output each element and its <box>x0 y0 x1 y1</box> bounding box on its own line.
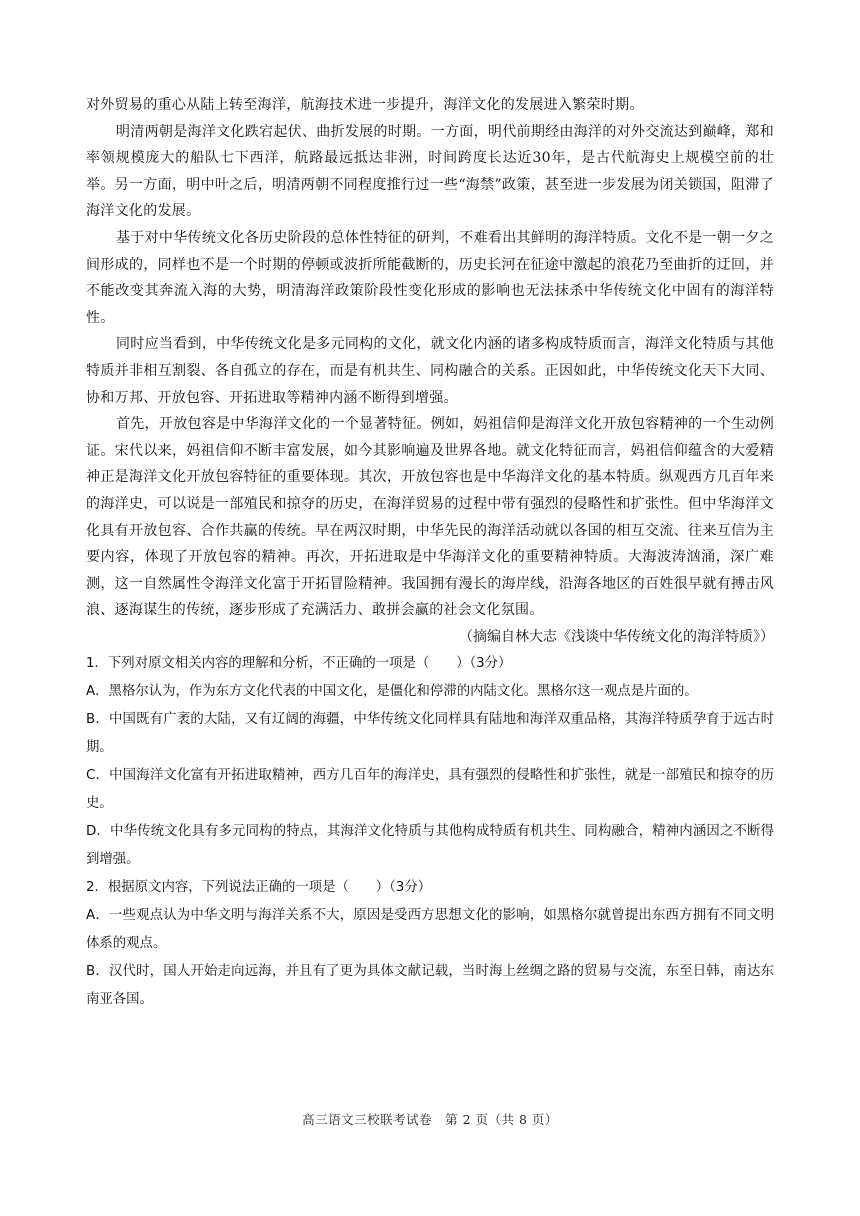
passage-paragraph-2: 明清两朝是海洋文化跌宕起伏、曲折发展的时期。一方面，明代前期经由海洋的对外交流达到巅峰，郑和率领规模庞大的船队七下西洋，航路最远抵达非洲，时间跨度长达近30年，是古代航海史上规模空前的壮举。另一方面，明中叶之后，明清两朝不同程度推行过一些“海禁”政策，甚至进一步发展为闭关锁国，阻滞了海洋文化的发展。 <box>86 123 774 220</box>
question-2-stem: 2．根据原文内容，下列说法正确的一项是（ ）（3分） <box>86 880 432 896</box>
question-1-option-a: A．黑格尔认为，作为东方文化代表的中国文化，是僵化和停滞的内陆文化。黑格尔这一观点是片面的。 <box>86 684 698 700</box>
question-1-stem: 1．下列对原文相关内容的理解和分析，不正确的一项是（ ）（3分） <box>86 656 512 672</box>
question-1-option-b: B．中国既有广袤的大陆，又有辽阔的海疆，中华传统文化同样具有陆地和海洋双重品格，其海洋特质孕育于远古时期。 <box>86 712 774 756</box>
reading-passage <box>86 92 774 650</box>
passage-paragraph-3: 基于对中华传统文化各历史阶段的总体性特征的研判，不难看出其鲜明的海洋特质。文化不是一朝一夕之间形成的，同样也不是一个时期的停顿或波折所能截断的，历史长河在征途中激起的浪花乃至曲折的迂回，并不能改变其奔流入海的大势，明清海洋政策阶段性变化形成的影响也无法抹杀中华传统文化中固有的海洋特性。 <box>86 229 774 326</box>
exam-page-body <box>86 92 774 1014</box>
question-2-option-a: A．一些观点认为中华文明与海洋关系不大，原因是受西方思想文化的影响，如黑格尔就曾提出东西方拥有不同文明体系的观点。 <box>86 908 774 952</box>
passage-source: （摘编自林大志《浅谈中华传统文化的海洋特质》） <box>459 628 774 645</box>
question-1 <box>86 650 774 874</box>
page-footer: 高三语文三校联考试卷 第 2 页（共 8 页） <box>302 1112 558 1127</box>
passage-paragraph-1: 对外贸易的重心从陆上转至海洋，航海技术进一步提升，海洋文化的发展进入繁荣时期。 <box>86 97 644 113</box>
passage-paragraph-4: 同时应当看到，中华传统文化是多元同构的文化，就文化内涵的诸多构成特质而言，海洋文化特质与其他特质并非相互割裂、各自孤立的存在，而是有机共生、同构融合的关系。正因如此，中华传统文化天下大同、协和万邦、开放包容、开拓进取等精神内涵不断得到增强。 <box>86 336 774 406</box>
question-2 <box>86 874 774 1014</box>
question-2-option-b: B．汉代时，国人开始走向远海，并且有了更为具体文献记载，当时海上丝绸之路的贸易与交流，东至日韩，南达东南亚各国。 <box>86 964 774 1008</box>
passage-paragraph-5: 首先，开放包容是中华海洋文化的一个显著特征。例如，妈祖信仰是海洋文化开放包容精神的一个生动例证。宋代以来，妈祖信仰不断丰富发展，如今其影响遍及世界各地。就文化特征而言，妈祖信仰蕴含的大爱精神正是海洋文化开放包容特征的重要体现。其次，开放包容也是中华海洋文化的基本特质。纵观西方几百年来的海洋史，可以说是一部殖民和掠夺的历史，在海洋贸易的过程中带有强烈的侵略性和扩张性。但中华海洋文化具有开放包容、合作共赢的传统。早在两汉时期，中华先民的海洋活动就以各国的相互交流、往来互信为主要内容，体现了开放包容的精神。再次，开拓进取是中华海洋文化的重要精神特质。大海波涛汹涌，深广难测，这一自然属性令海洋文化富于开拓冒险精神。我国拥有漫长的海岸线，沿海各地区的百姓很早就有搏击风浪、逐海谋生的传统，逐步形成了充满活力、敢拼会赢的社会文化氛围。 <box>86 416 774 619</box>
question-1-option-d: D．中华传统文化具有多元同构的特点，其海洋文化特质与其他构成特质有机共生、同构融合，精神内涵因之不断得到增强。 <box>86 824 774 868</box>
question-1-option-c: C．中国海洋文化富有开拓进取精神，西方几百年的海洋史，具有强烈的侵略性和扩张性，就是一部殖民和掠夺的历史。 <box>86 768 774 812</box>
